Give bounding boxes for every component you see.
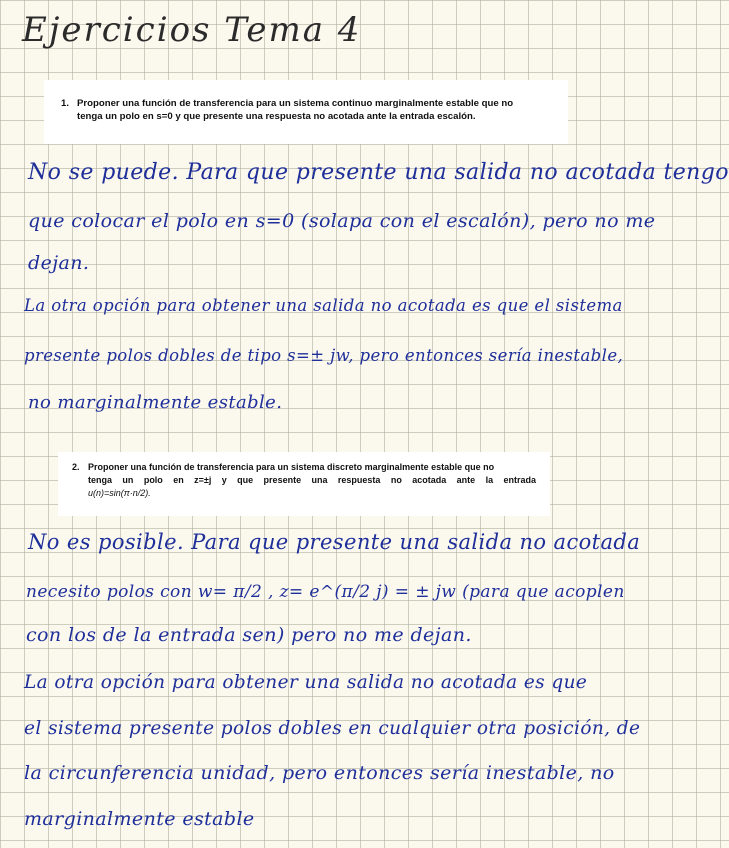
answer-2-line-2: necesito polos con w= π/2 , z= e^(π/2 j) = ± jw (para que acoplen [26, 582, 625, 602]
answer-1-line-1: No se puede. Para que presente una salida no acotada tengo [28, 160, 729, 185]
answer-1-line-4: La otra opción para obtener una salida no acotada es que el sistema [24, 296, 623, 315]
answer-1-line-3: dejan. [28, 252, 90, 274]
answer-2-line-4: La otra opción para obtener una salida no acotada es que [24, 672, 588, 693]
question-2-line-3: u(n)=sin(π·n/2). [88, 488, 151, 498]
answer-2-line-7: marginalmente estable [24, 808, 255, 830]
answer-2-line-5: el sistema presente polos dobles en cualquier otra posición, de [24, 718, 641, 739]
question-1-box [44, 80, 568, 144]
answer-1-line-2: que colocar el polo en s=0 (solapa con el escalón), pero no me [28, 210, 656, 232]
page-title: Ejercicios Tema 4 [22, 10, 362, 50]
answer-1-line-6: no marginalmente estable. [28, 392, 283, 413]
question-2-line-1: Proponer una función de transferencia para un sistema discreto marginalmente estable que no [88, 462, 495, 472]
answer-2-line-1: No es posible. Para que presente una salida no acotada [28, 530, 641, 554]
question-1-line-2: tenga un polo en s=0 y que presente una respuesta no acotada ante la entrada escalón. [77, 111, 476, 122]
question-2-number: 2. [72, 462, 80, 472]
question-2-line-2: tenga un polo en z=±j y que presente una respuesta no acotada ante la entrada [88, 475, 536, 485]
answer-1-line-5: presente polos dobles de tipo s=± jw, pero entonces sería inestable, [24, 346, 624, 365]
question-1-line-1: Proponer una función de transferencia para un sistema continuo marginalmente estable que no [77, 98, 514, 109]
answer-2-line-6: la circunferencia unidad, pero entonces sería inestable, no [24, 762, 615, 784]
answer-2-line-3: con los de la entrada sen) pero no me dejan. [26, 624, 472, 646]
question-1-number: 1. [61, 98, 70, 109]
question-2-box [58, 452, 550, 516]
